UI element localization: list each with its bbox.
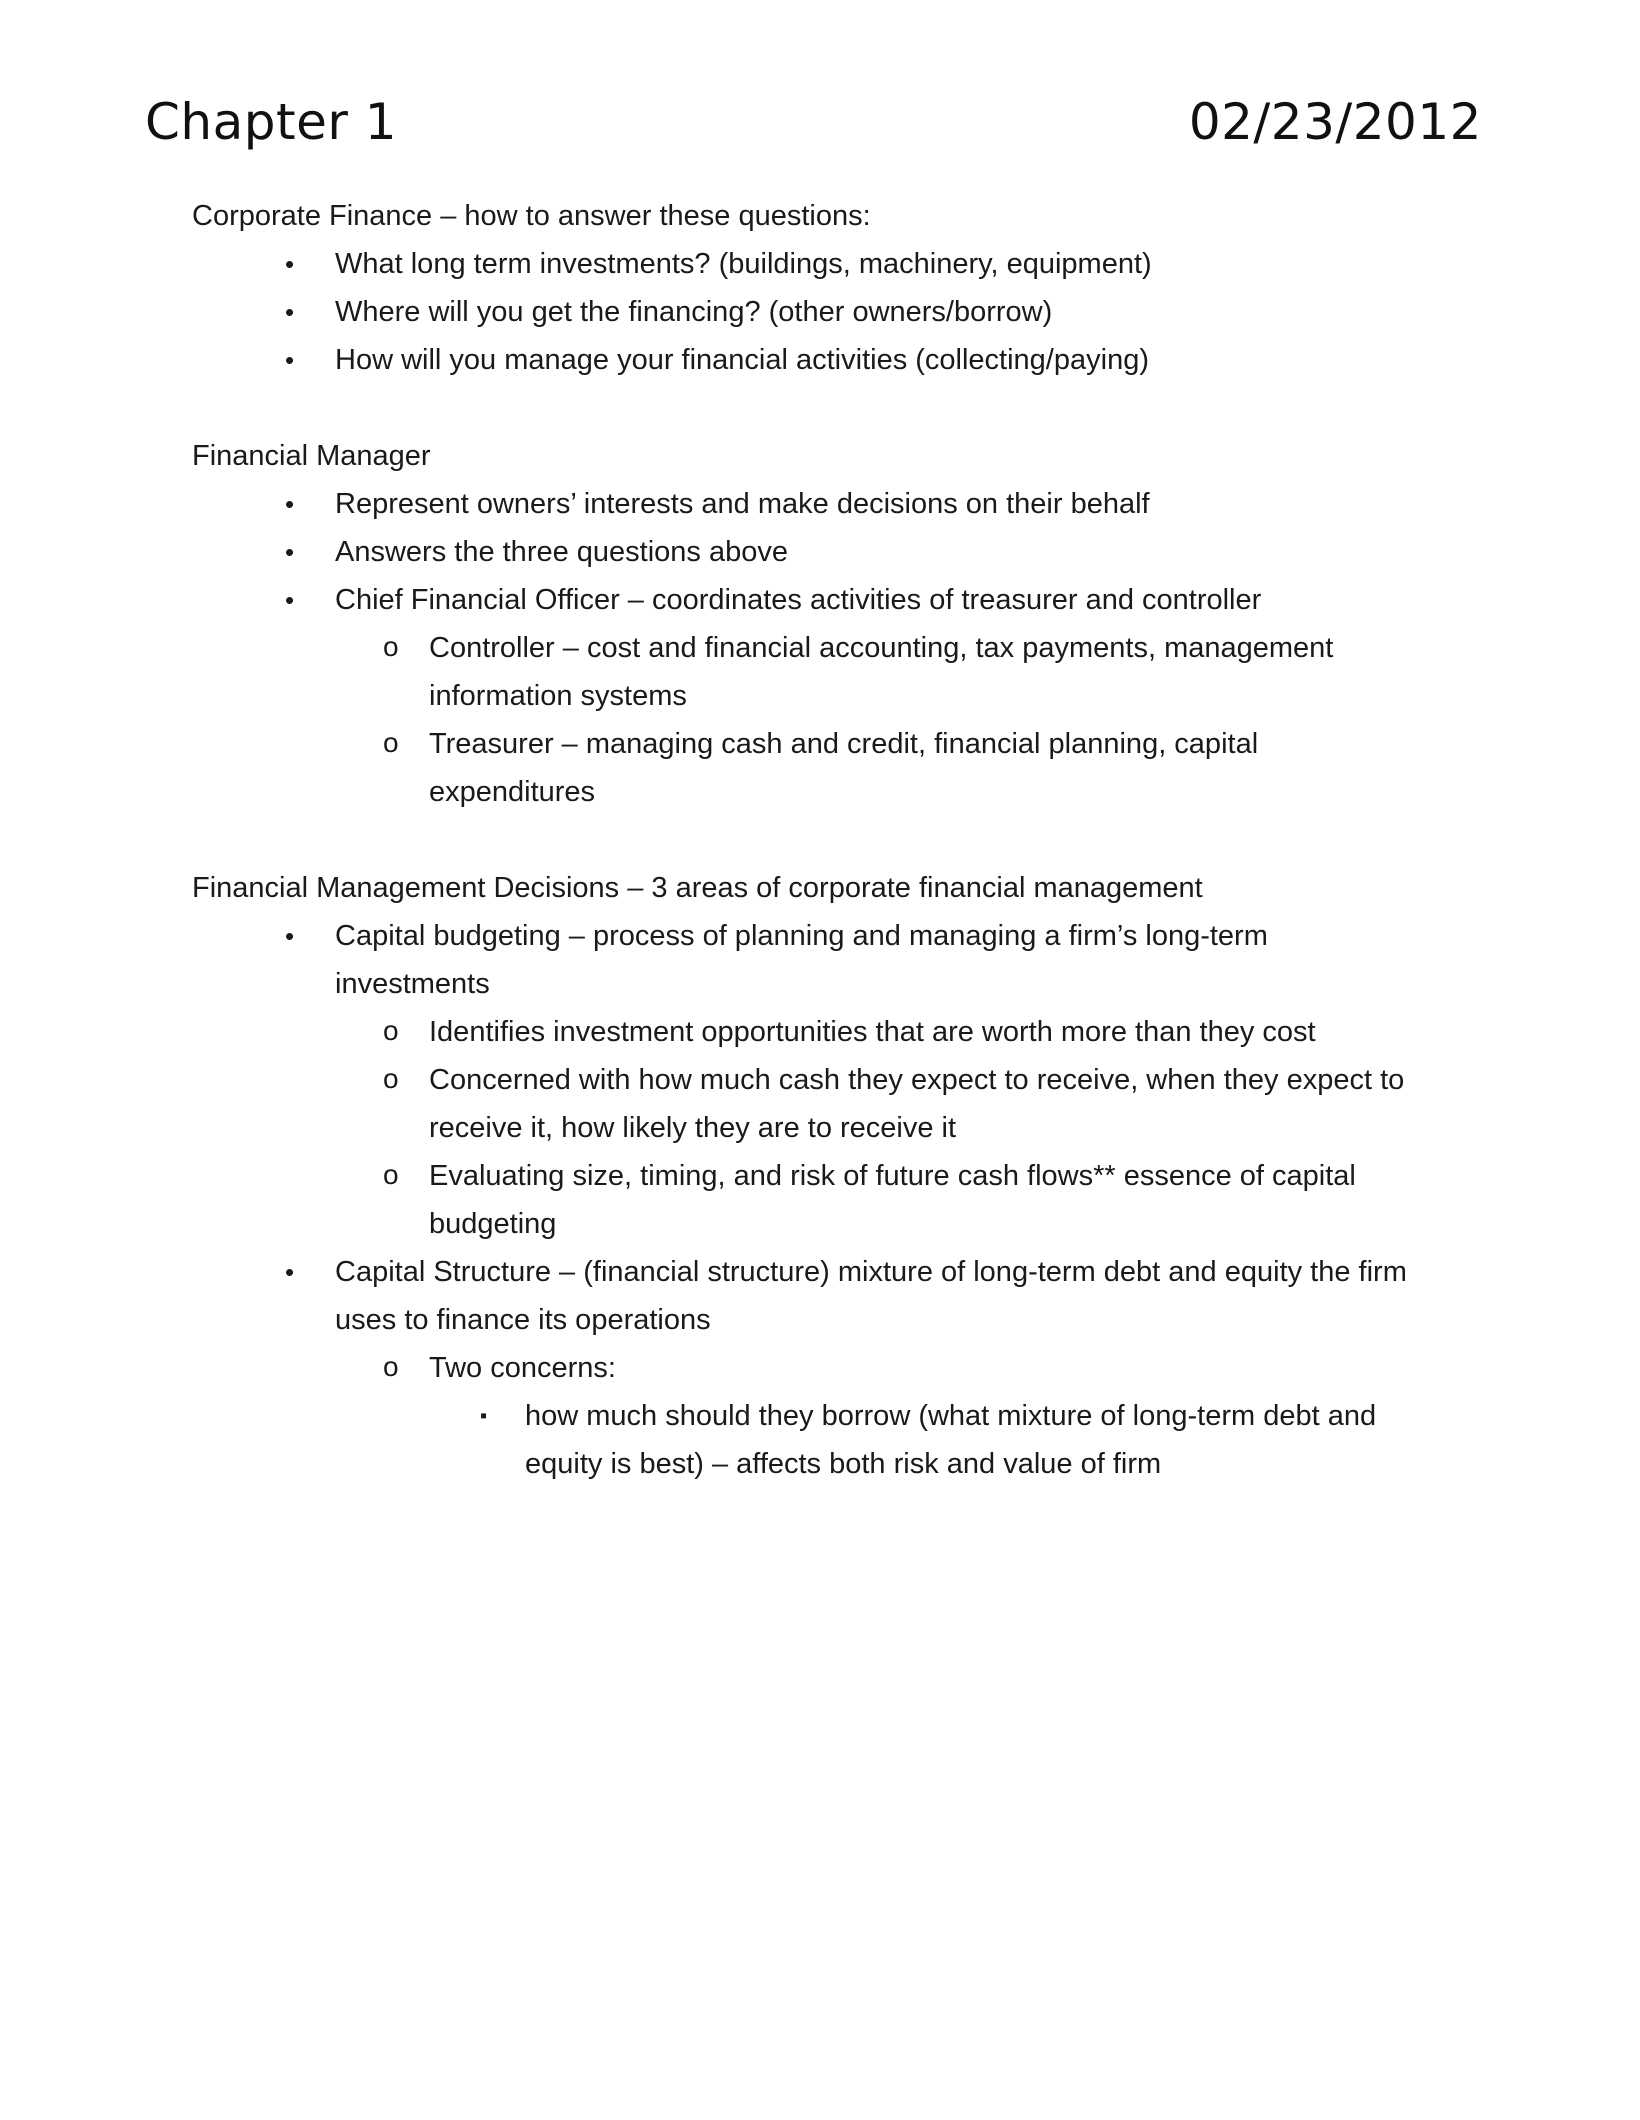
circle-marker: o [383, 631, 399, 662]
sub-list-item [333, 720, 1492, 816]
list-item [192, 288, 1492, 336]
list-item-text: What long term investments? (buildings, machinery, equipment) [335, 248, 1152, 280]
bullet-list [192, 912, 1492, 1488]
circle-marker: o [383, 1351, 399, 1382]
sub-list-item [333, 1344, 1492, 1488]
sub-list-item [333, 1056, 1492, 1152]
circle-marker: o [383, 1063, 399, 1094]
bullet-marker: • [285, 249, 295, 279]
list-item-text: Capital Structure – (financial structure) mixture of long-term debt and equity the firm uses to finance its operations [335, 1256, 1407, 1336]
list-item [192, 480, 1492, 528]
list-item-text: Capital budgeting – process of planning and managing a firm’s long-term investments [335, 920, 1268, 1000]
sub-list-item [333, 624, 1492, 720]
sub-list-item-text: Concerned with how much cash they expect to receive, when they expect to receive it, how likely they are to receive it [429, 1064, 1405, 1144]
sub-list-item-text: Two concerns: [429, 1352, 616, 1384]
note-date: 02/23/2012 [1188, 93, 1482, 151]
section-financial-manager [192, 432, 1492, 816]
sub-list-item-text: Controller – cost and financial accounting, tax payments, management information systems [429, 632, 1334, 712]
section-heading: Financial Management Decisions – 3 areas of corporate financial management [192, 872, 1203, 904]
bullet-marker: • [285, 1257, 295, 1287]
section-heading: Corporate Finance – how to answer these questions: [192, 200, 871, 232]
section-corporate-finance [192, 192, 1492, 384]
sub-list-item [333, 1152, 1492, 1248]
section-heading: Financial Manager [192, 440, 431, 472]
list-item-text: How will you manage your financial activities (collecting/paying) [335, 344, 1149, 376]
list-item [192, 576, 1492, 816]
sub-list [333, 624, 1492, 816]
circle-marker: o [383, 1015, 399, 1046]
section-financial-management-decisions [192, 864, 1492, 1488]
sub-list [333, 1008, 1492, 1248]
notes-body [192, 192, 1492, 1488]
list-item [192, 240, 1492, 288]
list-item [192, 336, 1492, 384]
sub-list-item-text: Identifies investment opportunities that are worth more than they cost [429, 1016, 1316, 1048]
list-item-text: Where will you get the financing? (other owners/borrow) [335, 296, 1053, 328]
circle-marker: o [383, 1159, 399, 1190]
bullet-marker: • [285, 345, 295, 375]
square-marker: ▪ [480, 1405, 488, 1427]
sub-sub-list [429, 1392, 1492, 1488]
sub-list-item-text: Treasurer – managing cash and credit, financial planning, capital expenditures [429, 728, 1259, 808]
bullet-list [192, 480, 1492, 816]
bullet-list [192, 240, 1492, 384]
sub-list-item-text: Evaluating size, timing, and risk of future cash flows** essence of capital budgeting [429, 1160, 1356, 1240]
chapter-title: Chapter 1 [145, 93, 398, 151]
list-item-text: Represent owners’ interests and make decisions on their behalf [335, 488, 1150, 520]
list-item [192, 1248, 1492, 1488]
bullet-marker: • [285, 489, 295, 519]
circle-marker: o [383, 727, 399, 758]
bullet-marker: • [285, 537, 295, 567]
bullet-marker: • [285, 585, 295, 615]
list-item [192, 528, 1492, 576]
bullet-marker: • [285, 297, 295, 327]
bullet-marker: • [285, 921, 295, 951]
list-item-text: Chief Financial Officer – coordinates activities of treasurer and controller [335, 584, 1262, 616]
list-item-text: Answers the three questions above [335, 536, 788, 568]
sub-sub-list-item-text: how much should they borrow (what mixture of long-term debt and equity is best) – affects both risk and value of firm [525, 1400, 1377, 1480]
list-item [192, 912, 1492, 1248]
sub-list [333, 1344, 1492, 1488]
sub-list-item [333, 1008, 1492, 1056]
sub-sub-list-item [429, 1392, 1492, 1488]
